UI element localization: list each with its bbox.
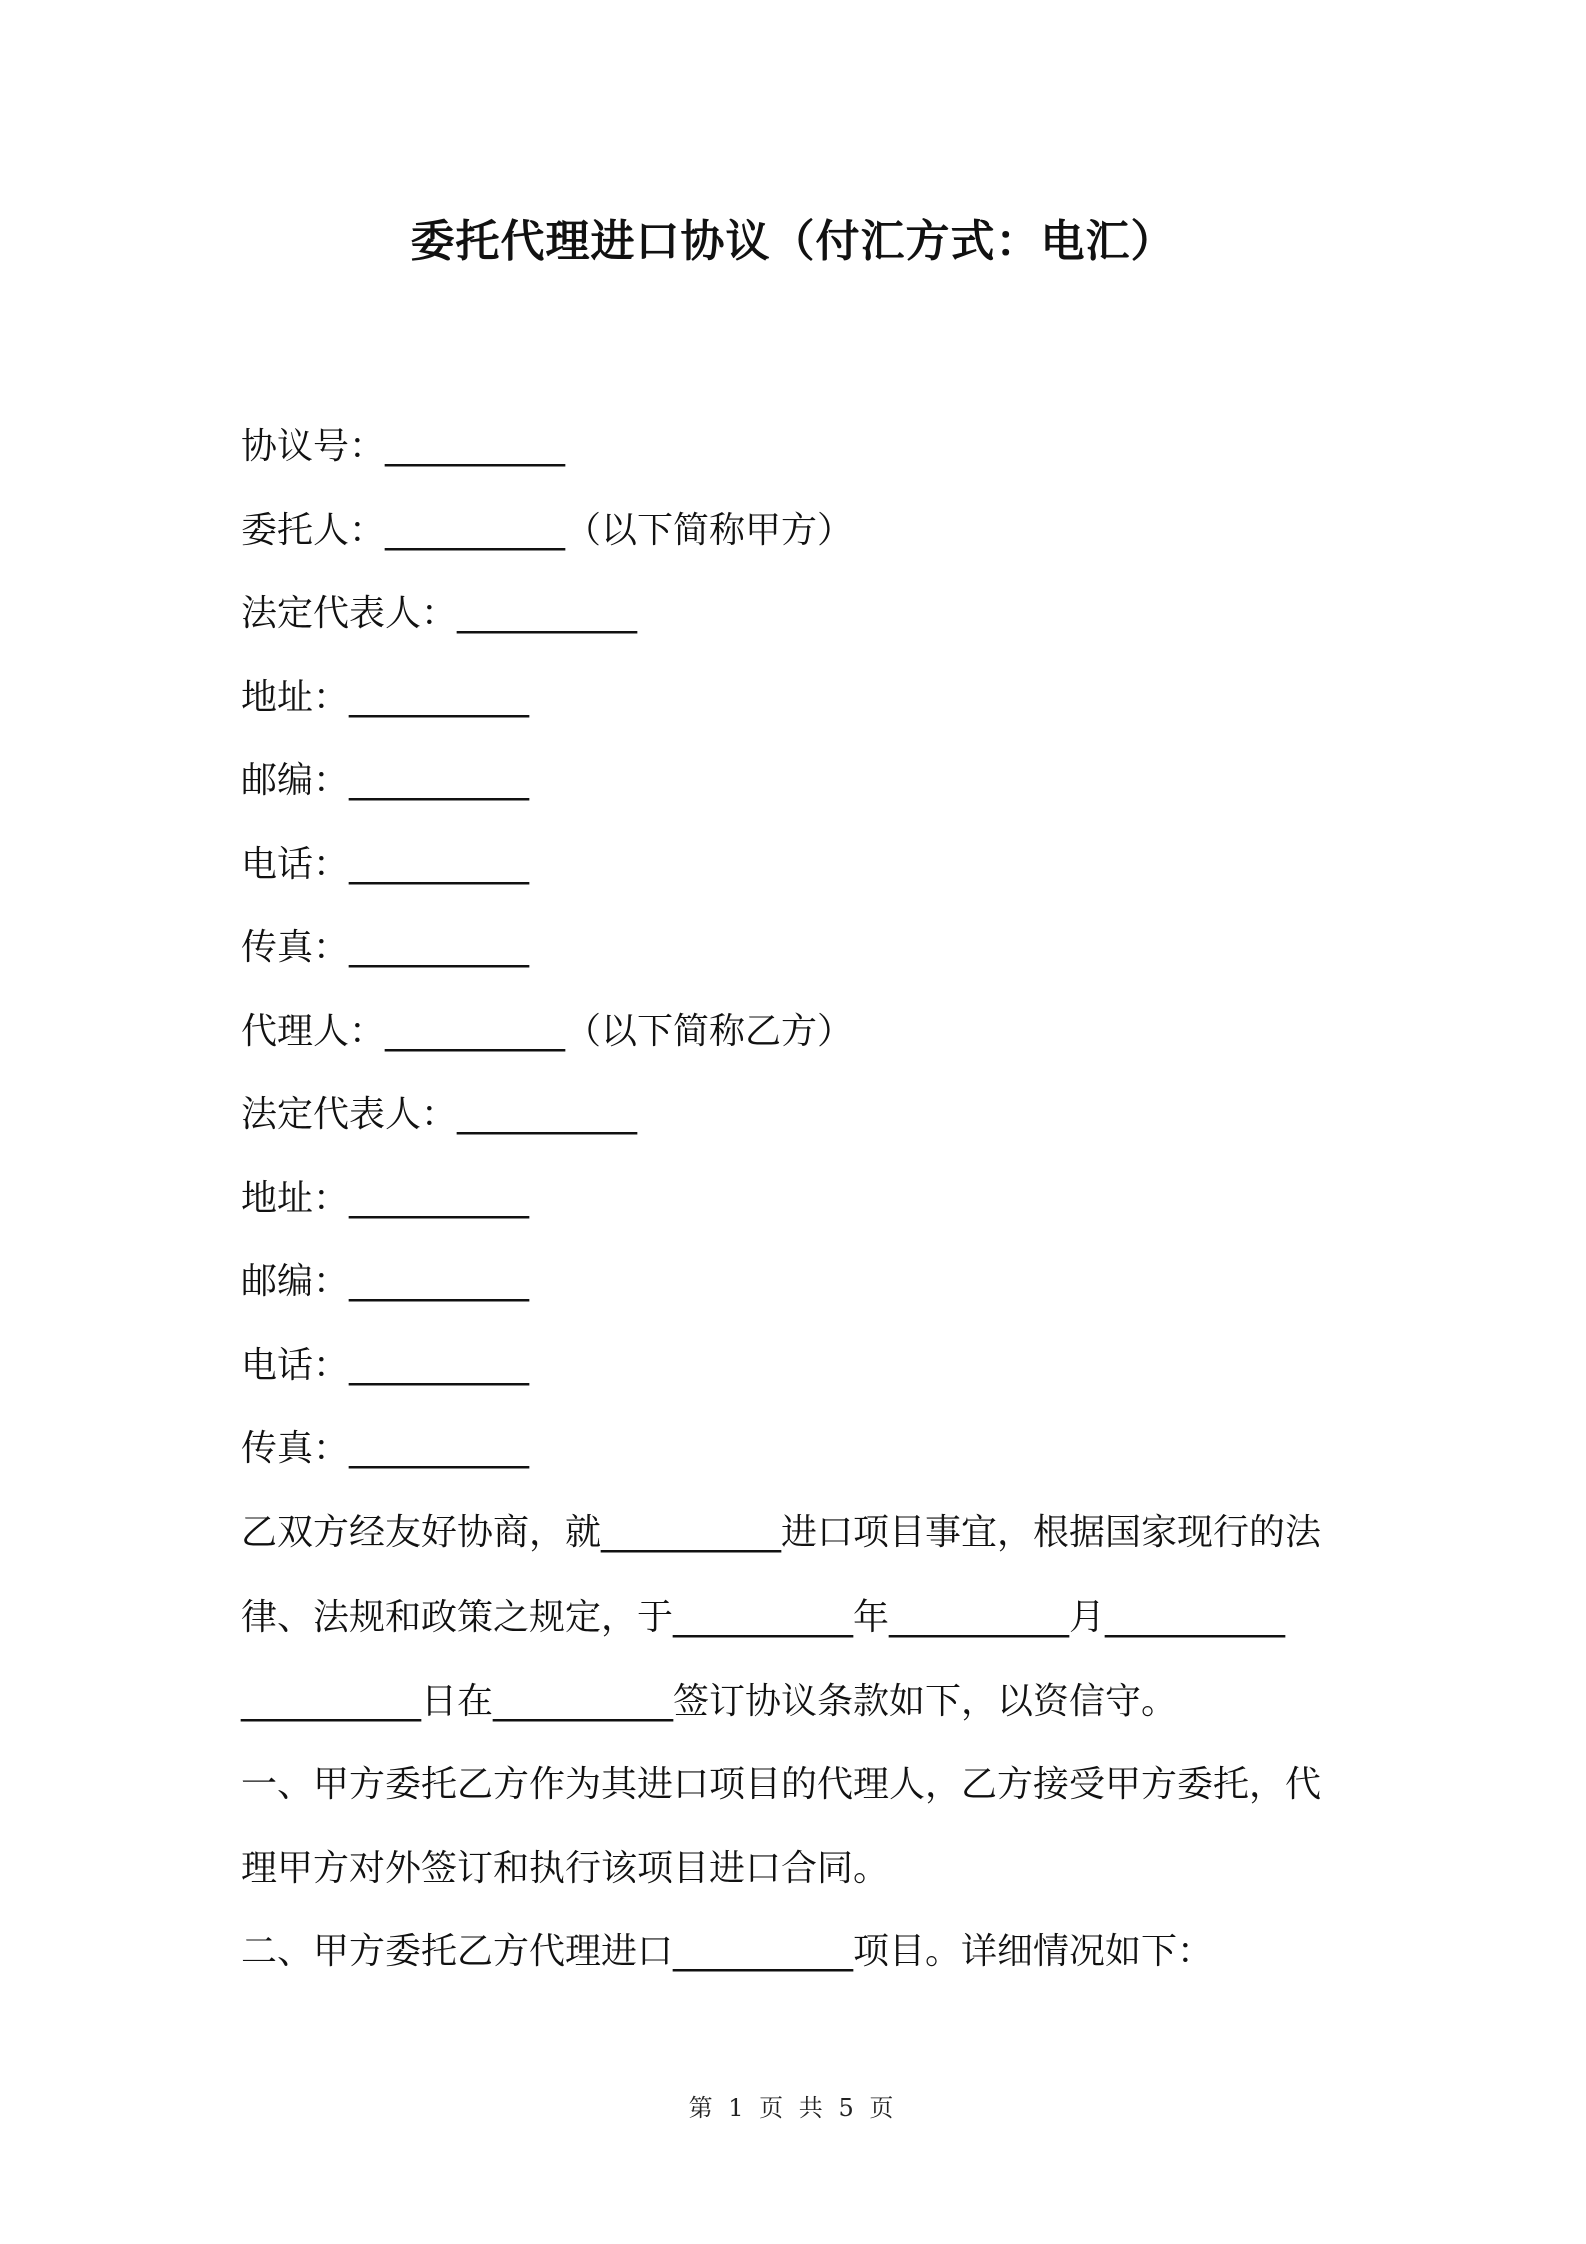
preamble-line-1: 乙双方经友好协商，就__________进口项目事宜，根据国家现行的法 bbox=[241, 1511, 1322, 1553]
agent-postcode-line: 邮编：__________ bbox=[241, 1261, 530, 1302]
clause-1-line-2: 理甲方对外签订和执行该项目进口合同。 bbox=[241, 1847, 890, 1889]
agent-phone-line: 电话：__________ bbox=[241, 1344, 530, 1386]
principal-line: 委托人：__________（以下简称甲方） bbox=[241, 509, 854, 551]
preamble-line-3: __________日在__________签订协议条款如下，以资信守。 bbox=[241, 1680, 1178, 1722]
agent-line: 代理人：__________（以下简称乙方） bbox=[241, 1010, 854, 1052]
agent-legal-rep-line: 法定代表人：__________ bbox=[241, 1094, 638, 1135]
principal-legal-rep-line: 法定代表人：__________ bbox=[241, 593, 638, 634]
document-title: 委托代理进口协议（付汇方式：电汇） bbox=[410, 216, 1176, 267]
preamble-line-2: 律、法规和政策之规定，于__________年__________月__________ bbox=[241, 1597, 1286, 1638]
agent-address-line: 地址：__________ bbox=[241, 1177, 530, 1219]
clause-1-line-1: 一、甲方委托乙方作为其进口项目的代理人，乙方接受甲方委托，代 bbox=[241, 1764, 1322, 1805]
principal-fax-line: 传真：__________ bbox=[241, 927, 530, 968]
principal-postcode-line: 邮编：__________ bbox=[241, 760, 530, 801]
principal-phone-line: 电话：__________ bbox=[241, 843, 530, 885]
clause-2-line: 二、甲方委托乙方代理进口__________项目。详细情况如下： bbox=[241, 1931, 1214, 1972]
principal-address-line: 地址：__________ bbox=[241, 676, 530, 718]
page-footer: 第 1 页 共 5 页 bbox=[688, 2094, 898, 2122]
document-body bbox=[241, 405, 1361, 1994]
agreement-number-line: 协议号：__________ bbox=[241, 426, 566, 467]
agent-fax-line: 传真：__________ bbox=[241, 1428, 530, 1469]
